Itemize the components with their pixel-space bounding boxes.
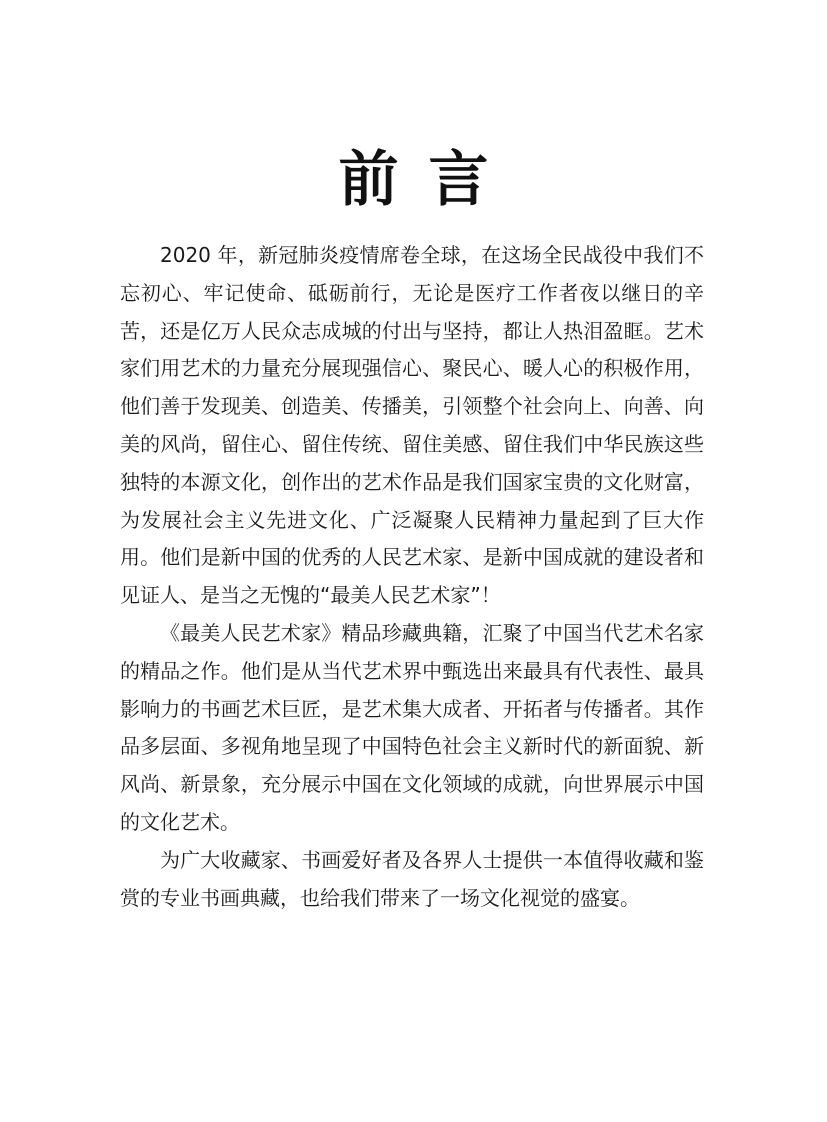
paragraph-1: 2020 年，新冠肺炎疫情席卷全球，在这场全民战役中我们不忘初心、牢记使命、砥砺前行，无论是医疗工作者夜以继日的辛苦，还是亿万人民众志成城的付出与坚持，都让人热泪盈眶。艺术家们用艺术的力量充分展现强信心、聚民心、暖人心的积极作用，他们善于发现美、创造美、传播美，引领整个社会向上、向善、向美的风尚，留住心、留住传统、留住美感、留住我们中华民族这些独特的本源文化，创作出的艺术作品是我们国家宝贵的文化财富，为发展社会主义先进文化、广泛凝聚人民精神力量起到了巨大作用。他们是新中国的优秀的人民艺术家、是新中国成就的建设者和见证人、是当之无愧的“最美人民艺术家”！ (120, 243, 704, 608)
body-text (120, 237, 704, 917)
page-title: 前言 (338, 145, 519, 215)
paragraph-3: 为广大收藏家、书画爱好者及各界人士提供一本值得收藏和鉴赏的专业书画典藏，也给我们带来了一场文化视觉的盛宴。 (120, 847, 704, 910)
paragraph-2: 《最美人民艺术家》精品珍藏典籍，汇聚了中国当代艺术名家的精品之作。他们是从当代艺术界中甄选出来最具有代表性、最具影响力的书画艺术巨匠，是艺术集大成者、开拓者与传播者。其作品多层面、多视角地呈现了中国特色社会主义新时代的新面貌、新风尚、新景象，充分展示中国在文化领域的成就，向世界展示中国的文化艺术。 (120, 620, 704, 834)
